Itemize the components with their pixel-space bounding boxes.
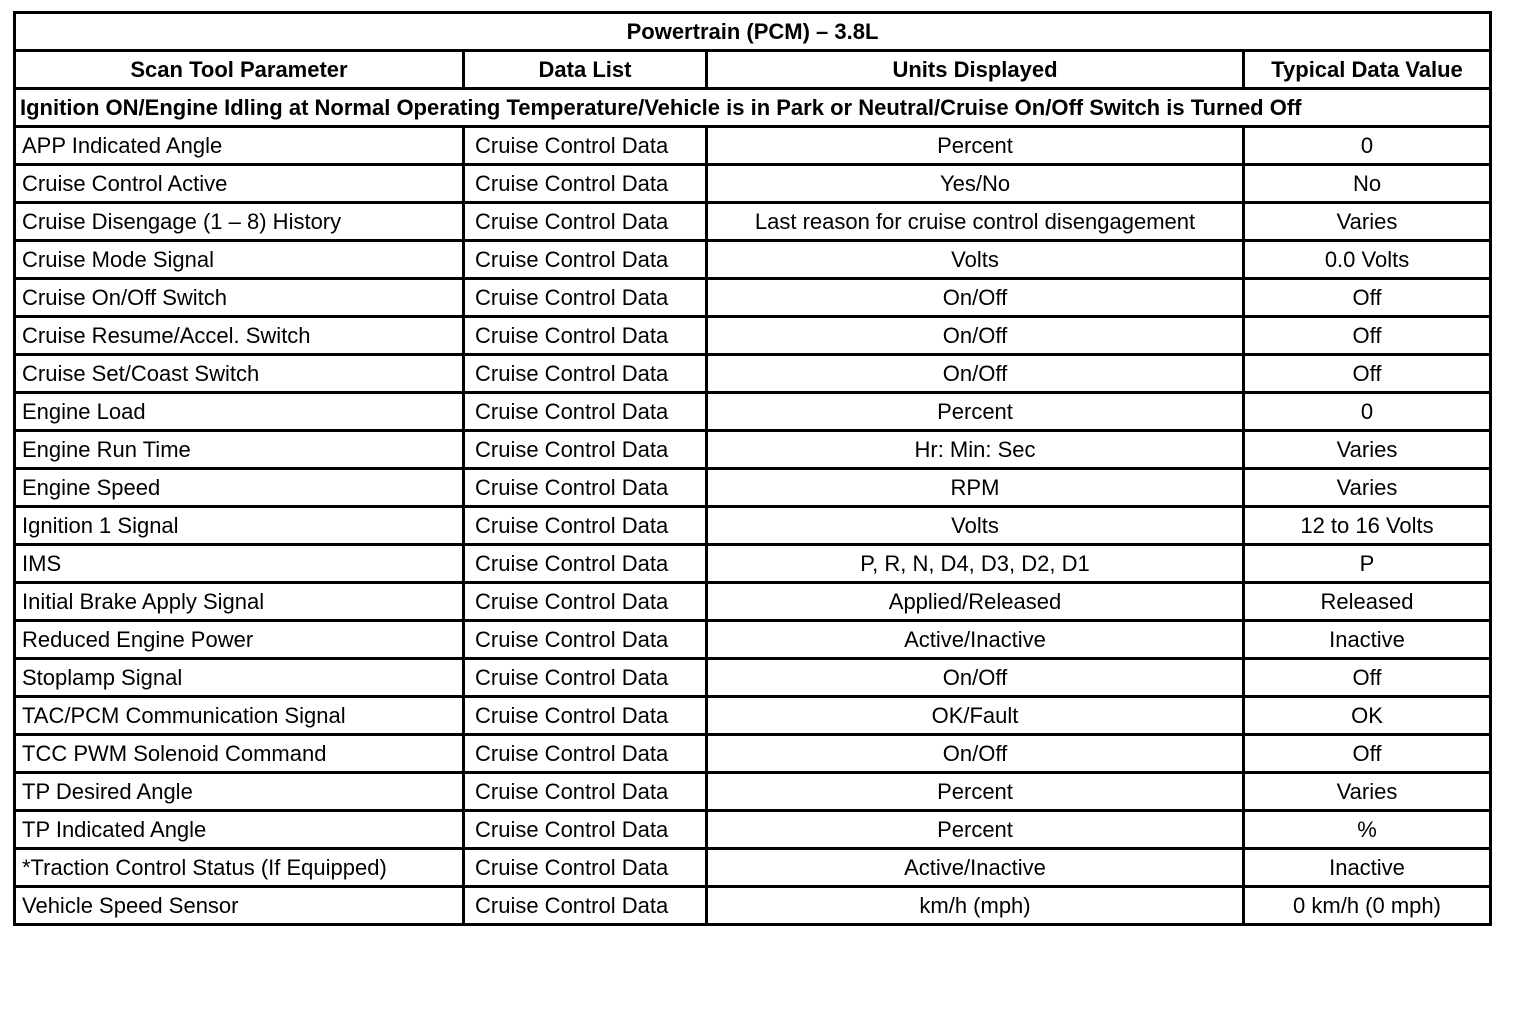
typical-value-cell: Off xyxy=(1244,659,1491,697)
typical-value-cell: Varies xyxy=(1244,773,1491,811)
units-cell: On/Off xyxy=(707,659,1244,697)
table-row xyxy=(15,849,1491,887)
units-cell: Applied/Released xyxy=(707,583,1244,621)
header-row xyxy=(15,51,1491,89)
data-list-cell: Cruise Control Data xyxy=(464,659,707,697)
units-cell: Last reason for cruise control disengagement xyxy=(707,203,1244,241)
scan-tool-data-table xyxy=(13,11,1492,926)
data-list-cell: Cruise Control Data xyxy=(464,697,707,735)
table-row xyxy=(15,317,1491,355)
table-row xyxy=(15,507,1491,545)
table-row xyxy=(15,811,1491,849)
parameter-cell: Cruise Control Active xyxy=(15,165,464,203)
typical-value-cell: Varies xyxy=(1244,469,1491,507)
parameter-cell: *Traction Control Status (If Equipped) xyxy=(15,849,464,887)
parameter-cell: Cruise On/Off Switch xyxy=(15,279,464,317)
units-cell: On/Off xyxy=(707,317,1244,355)
typical-value-cell: Inactive xyxy=(1244,621,1491,659)
parameter-cell: TP Indicated Angle xyxy=(15,811,464,849)
data-list-cell: Cruise Control Data xyxy=(464,621,707,659)
data-list-cell: Cruise Control Data xyxy=(464,849,707,887)
typical-value-cell: Off xyxy=(1244,735,1491,773)
parameter-cell: Cruise Disengage (1 – 8) History xyxy=(15,203,464,241)
typical-value-cell: Varies xyxy=(1244,203,1491,241)
parameter-cell: Initial Brake Apply Signal xyxy=(15,583,464,621)
units-cell: Yes/No xyxy=(707,165,1244,203)
table-row xyxy=(15,621,1491,659)
units-cell: On/Off xyxy=(707,355,1244,393)
parameter-cell: Cruise Resume/Accel. Switch xyxy=(15,317,464,355)
typical-value-cell: 0.0 Volts xyxy=(1244,241,1491,279)
parameter-cell: Cruise Set/Coast Switch xyxy=(15,355,464,393)
typical-value-cell: OK xyxy=(1244,697,1491,735)
condition-row xyxy=(15,89,1491,127)
units-cell: Percent xyxy=(707,773,1244,811)
data-list-cell: Cruise Control Data xyxy=(464,203,707,241)
units-cell: On/Off xyxy=(707,279,1244,317)
parameter-cell: Engine Speed xyxy=(15,469,464,507)
data-list-cell: Cruise Control Data xyxy=(464,393,707,431)
parameter-cell: Stoplamp Signal xyxy=(15,659,464,697)
parameter-cell: Engine Load xyxy=(15,393,464,431)
table-row xyxy=(15,735,1491,773)
data-list-cell: Cruise Control Data xyxy=(464,127,707,165)
data-list-cell: Cruise Control Data xyxy=(464,545,707,583)
typical-value-cell: No xyxy=(1244,165,1491,203)
title-row xyxy=(15,13,1491,51)
data-list-cell: Cruise Control Data xyxy=(464,469,707,507)
units-cell: Percent xyxy=(707,127,1244,165)
header-scan-tool-parameter: Scan Tool Parameter xyxy=(15,51,464,89)
table-row xyxy=(15,355,1491,393)
parameter-cell: APP Indicated Angle xyxy=(15,127,464,165)
typical-value-cell: Inactive xyxy=(1244,849,1491,887)
units-cell: Percent xyxy=(707,811,1244,849)
table-row xyxy=(15,659,1491,697)
table-row xyxy=(15,127,1491,165)
data-list-cell: Cruise Control Data xyxy=(464,887,707,925)
typical-value-cell: 12 to 16 Volts xyxy=(1244,507,1491,545)
units-cell: Volts xyxy=(707,507,1244,545)
test-condition: Ignition ON/Engine Idling at Normal Operating Temperature/Vehicle is in Park or Neutral/Cruise On/Off Switch is Turned Off xyxy=(15,89,1491,127)
table-row xyxy=(15,697,1491,735)
table-row xyxy=(15,887,1491,925)
typical-value-cell: Off xyxy=(1244,355,1491,393)
table-row xyxy=(15,583,1491,621)
units-cell: km/h (mph) xyxy=(707,887,1244,925)
units-cell: RPM xyxy=(707,469,1244,507)
typical-value-cell: 0 xyxy=(1244,127,1491,165)
data-list-cell: Cruise Control Data xyxy=(464,317,707,355)
parameter-cell: Vehicle Speed Sensor xyxy=(15,887,464,925)
table-row xyxy=(15,203,1491,241)
table-row xyxy=(15,431,1491,469)
table-row xyxy=(15,279,1491,317)
parameter-cell: Ignition 1 Signal xyxy=(15,507,464,545)
typical-value-cell: P xyxy=(1244,545,1491,583)
data-list-cell: Cruise Control Data xyxy=(464,583,707,621)
typical-value-cell: Released xyxy=(1244,583,1491,621)
parameter-cell: Cruise Mode Signal xyxy=(15,241,464,279)
data-list-cell: Cruise Control Data xyxy=(464,773,707,811)
data-list-cell: Cruise Control Data xyxy=(464,279,707,317)
data-list-cell: Cruise Control Data xyxy=(464,507,707,545)
units-cell: Active/Inactive xyxy=(707,849,1244,887)
typical-value-cell: Off xyxy=(1244,279,1491,317)
data-list-cell: Cruise Control Data xyxy=(464,431,707,469)
units-cell: Percent xyxy=(707,393,1244,431)
typical-value-cell: Off xyxy=(1244,317,1491,355)
units-cell: OK/Fault xyxy=(707,697,1244,735)
data-list-cell: Cruise Control Data xyxy=(464,355,707,393)
units-cell: Volts xyxy=(707,241,1244,279)
table-row xyxy=(15,773,1491,811)
header-typical-data-value: Typical Data Value xyxy=(1244,51,1491,89)
units-cell: P, R, N, D4, D3, D2, D1 xyxy=(707,545,1244,583)
table-row xyxy=(15,393,1491,431)
header-units-displayed: Units Displayed xyxy=(707,51,1244,89)
parameter-cell: Reduced Engine Power xyxy=(15,621,464,659)
table-row xyxy=(15,469,1491,507)
parameter-cell: TP Desired Angle xyxy=(15,773,464,811)
table-row xyxy=(15,545,1491,583)
typical-value-cell: Varies xyxy=(1244,431,1491,469)
parameter-cell: TCC PWM Solenoid Command xyxy=(15,735,464,773)
data-list-cell: Cruise Control Data xyxy=(464,735,707,773)
data-list-cell: Cruise Control Data xyxy=(464,241,707,279)
data-list-cell: Cruise Control Data xyxy=(464,811,707,849)
table-row xyxy=(15,165,1491,203)
header-data-list: Data List xyxy=(464,51,707,89)
parameter-cell: IMS xyxy=(15,545,464,583)
units-cell: Hr: Min: Sec xyxy=(707,431,1244,469)
data-list-cell: Cruise Control Data xyxy=(464,165,707,203)
units-cell: On/Off xyxy=(707,735,1244,773)
table-title: Powertrain (PCM) – 3.8L xyxy=(15,13,1491,51)
typical-value-cell: 0 km/h (0 mph) xyxy=(1244,887,1491,925)
units-cell: Active/Inactive xyxy=(707,621,1244,659)
table-row xyxy=(15,241,1491,279)
typical-value-cell: 0 xyxy=(1244,393,1491,431)
parameter-cell: Engine Run Time xyxy=(15,431,464,469)
typical-value-cell: % xyxy=(1244,811,1491,849)
parameter-cell: TAC/PCM Communication Signal xyxy=(15,697,464,735)
